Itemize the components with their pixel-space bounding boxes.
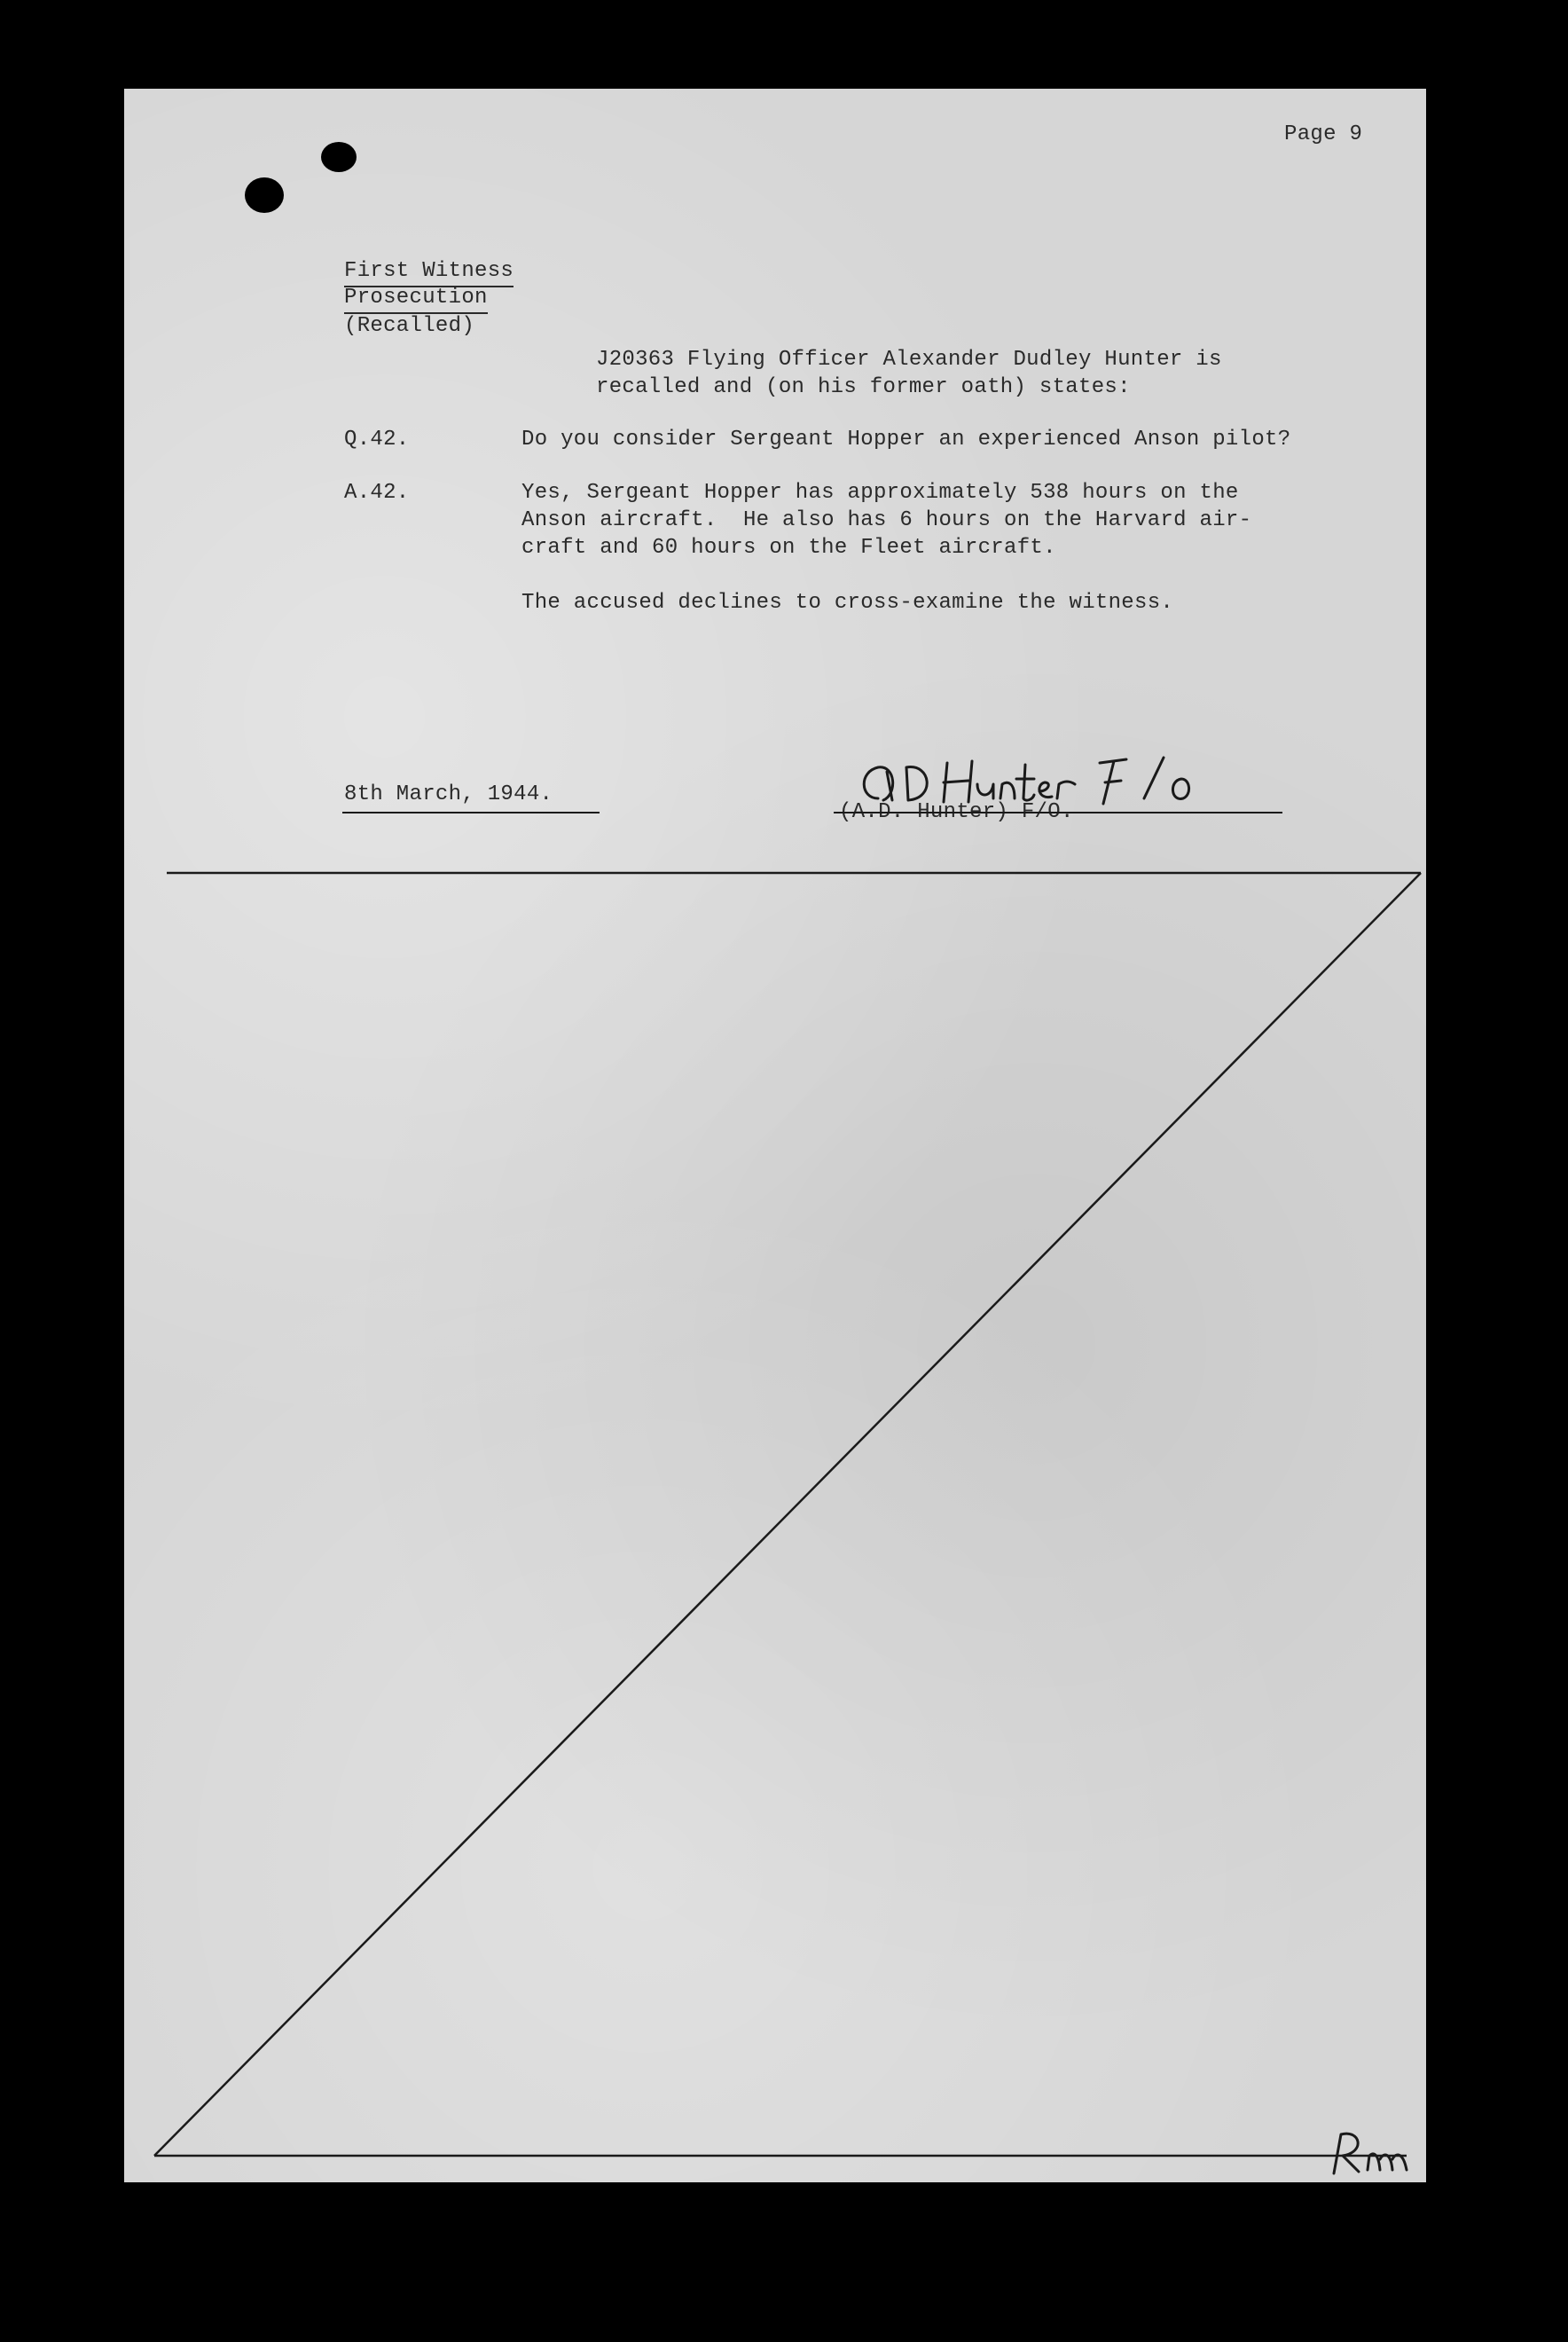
question-label: Q.42. xyxy=(344,428,410,452)
signature-typed-name: (A.D. Hunter) F/O. xyxy=(839,800,1074,824)
handwritten-initials xyxy=(1321,2120,1419,2182)
answer-text-line3: craft and 60 hours on the Fleet aircraft. xyxy=(521,536,1056,560)
document-page xyxy=(124,89,1426,2182)
witness-heading-line2: Prosecution xyxy=(344,284,488,314)
intro-line2: recalled and (on his former oath) states: xyxy=(596,375,1131,399)
answer-text-line2: Anson aircraft. He also has 6 hours on the Harvard air- xyxy=(521,508,1252,532)
page-number: Page 9 xyxy=(1284,122,1363,146)
witness-heading-line3: (Recalled) xyxy=(344,314,475,338)
witness-heading-line1: First Witness xyxy=(344,257,514,287)
answer-text-line1: Yes, Sergeant Hopper has approximately 538 hours on the xyxy=(521,481,1239,505)
cancellation-diagonal xyxy=(154,873,1421,2156)
question-text: Do you consider Sergeant Hopper an experienced Anson pilot? xyxy=(521,428,1291,452)
closing-note: The accused declines to cross-examine the witness. xyxy=(521,591,1174,615)
cancellation-lines xyxy=(124,89,1426,2182)
signature-date: 8th March, 1944. xyxy=(344,782,553,806)
answer-label: A.42. xyxy=(344,481,410,505)
intro-line1: J20363 Flying Officer Alexander Dudley Hunter is xyxy=(596,348,1222,372)
